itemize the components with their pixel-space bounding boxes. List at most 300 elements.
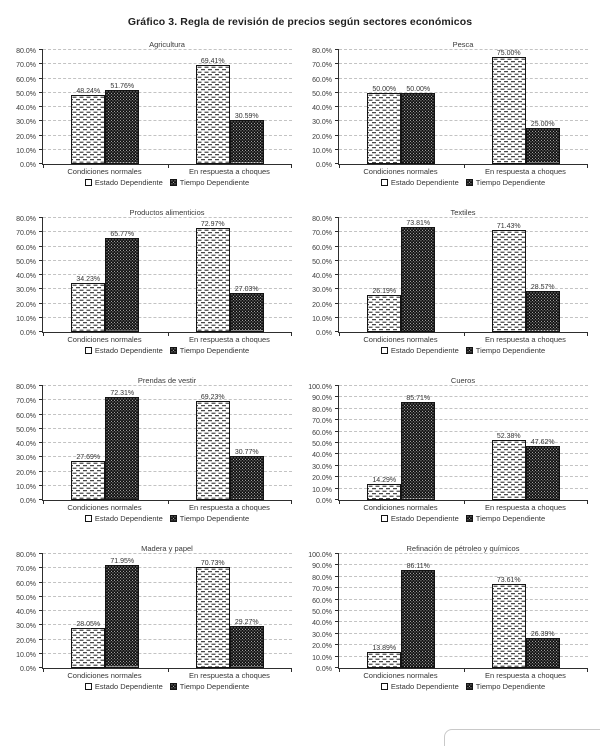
chart-refinacion-de-petroleo-y-quimicos xyxy=(300,540,596,708)
legend-label: Estado Dependiente xyxy=(390,178,459,187)
bar-estado xyxy=(196,221,230,332)
y-tick-label: 60.0% xyxy=(312,244,332,252)
swatch-pattern xyxy=(467,516,472,521)
legend-label: Tiempo Dependiente xyxy=(179,514,250,523)
bar-value-label: 50.00% xyxy=(406,85,431,93)
x-axis-tick xyxy=(291,500,292,504)
x-axis-labels xyxy=(42,503,292,512)
bar-tiempo-pattern-fill xyxy=(231,457,263,499)
bar-tiempo xyxy=(230,449,264,500)
bar-value-label: 70.73% xyxy=(200,560,225,568)
bar-group-en-respuesta-a-choques xyxy=(464,50,589,164)
bar-value-label: 28.05% xyxy=(76,621,101,629)
legend-label: Estado Dependiente xyxy=(94,178,163,187)
bar-value-label: 27.03% xyxy=(234,286,259,294)
legend-item-estado-dependiente xyxy=(381,178,459,187)
bar-value-label: 25.00% xyxy=(530,121,555,129)
x-axis-tick xyxy=(43,332,44,336)
y-tick-label: 50.0% xyxy=(16,258,36,266)
y-tick-label: 0.0% xyxy=(20,666,36,673)
y-tick-label: 40.0% xyxy=(312,620,332,628)
y-tick-label: 90.0% xyxy=(312,563,332,571)
chart-pesca xyxy=(300,36,596,204)
plot-area xyxy=(338,50,588,165)
bar-estado xyxy=(71,88,105,164)
x-category-label: En respuesta a choques xyxy=(485,671,566,680)
y-tick-label: 30.0% xyxy=(16,119,36,127)
x-category-label: En respuesta a choques xyxy=(189,503,270,512)
bar-group-en-respuesta-a-choques xyxy=(168,554,293,668)
bar-group-en-respuesta-a-choques xyxy=(168,50,293,164)
legend-label: Estado Dependiente xyxy=(94,346,163,355)
x-axis-tick xyxy=(168,332,169,336)
bar-group-en-respuesta-a-choques xyxy=(464,554,589,668)
page-title: Gráfico 3. Regla de revisión de precios según sectores económicos xyxy=(127,16,473,28)
chart-title: Pesca xyxy=(452,40,474,49)
x-axis-tick xyxy=(168,668,169,672)
chart-title: Prendas de vestir xyxy=(137,376,197,385)
x-axis-labels xyxy=(42,167,292,176)
legend-item-estado-dependiente xyxy=(381,514,459,523)
x-axis-labels xyxy=(42,335,292,344)
bar-estado-pattern-fill xyxy=(493,585,525,667)
bar-value-label: 13.89% xyxy=(372,645,397,653)
bar-estado xyxy=(367,476,401,500)
y-tick-label: 50.0% xyxy=(16,90,36,98)
x-axis-labels xyxy=(338,167,588,176)
bar-value-label: 14.29% xyxy=(372,476,397,484)
bar-estado-pattern-fill xyxy=(72,96,104,163)
chart-body xyxy=(4,552,300,673)
x-category-label: En respuesta a choques xyxy=(485,335,566,344)
x-axis-tick xyxy=(339,164,340,168)
y-tick-label: 70.0% xyxy=(16,566,36,574)
bar-estado xyxy=(492,50,526,164)
y-tick-label: 10.0% xyxy=(312,654,332,662)
chart-legend xyxy=(330,178,596,187)
x-axis-tick xyxy=(291,668,292,672)
bar-value-label: 75.00% xyxy=(496,50,521,58)
y-tick-label: 70.0% xyxy=(16,230,36,238)
bar-group-en-respuesta-a-choques xyxy=(168,386,293,500)
legend-label: Estado Dependiente xyxy=(390,346,459,355)
bar-estado xyxy=(196,58,230,164)
y-tick-label: 60.0% xyxy=(312,429,332,437)
y-tick-label: 40.0% xyxy=(16,609,36,616)
y-tick-label: 80.0% xyxy=(16,48,36,55)
y-tick-label: 70.0% xyxy=(312,230,332,238)
chart-title: Refinación de pétroleo y químicos xyxy=(406,544,520,553)
chart-title: Madera y papel xyxy=(141,544,193,553)
x-axis-tick xyxy=(339,332,340,336)
tiempo-dependiente-swatch-icon xyxy=(170,683,177,690)
bar-estado-pattern-fill xyxy=(72,462,104,499)
bar-tiempo-pattern-fill xyxy=(402,228,434,331)
y-tick-label: 70.0% xyxy=(312,418,332,426)
chart-madera-y-papel xyxy=(4,540,300,708)
bar-tiempo xyxy=(401,85,435,164)
x-category-label: Condiciones normales xyxy=(363,503,438,512)
x-axis-tick xyxy=(291,164,292,168)
estado-dependiente-swatch-icon xyxy=(381,179,388,186)
y-tick-label: 10.0% xyxy=(312,315,332,323)
bar-estado xyxy=(367,645,401,668)
bar-group-condiciones-normales xyxy=(339,554,464,668)
tiempo-dependiente-swatch-icon xyxy=(466,347,473,354)
x-category-label: Condiciones normales xyxy=(363,167,438,176)
y-tick-label: 40.0% xyxy=(16,441,36,448)
bar-tiempo xyxy=(401,219,435,332)
bar-value-label: 72.97% xyxy=(200,221,225,229)
swatch-pattern xyxy=(171,180,176,185)
x-axis-tick xyxy=(464,668,465,672)
y-tick-label: 100.0% xyxy=(308,384,332,391)
bar-group-condiciones-normales xyxy=(339,50,464,164)
bar-value-label: 26.39% xyxy=(530,630,555,638)
swatch-pattern xyxy=(171,516,176,521)
bar-group-en-respuesta-a-choques xyxy=(464,218,589,332)
x-category-label: Condiciones normales xyxy=(67,503,142,512)
chart-legend xyxy=(34,514,300,523)
y-tick-label: 50.0% xyxy=(312,609,332,616)
chart-legend xyxy=(34,682,300,691)
x-axis-tick xyxy=(587,500,588,504)
x-category-label: Condiciones normales xyxy=(363,671,438,680)
bar-tiempo-pattern-fill xyxy=(231,121,263,163)
chart-legend xyxy=(34,178,300,187)
y-tick-label: 20.0% xyxy=(312,643,332,651)
legend-label: Tiempo Dependiente xyxy=(179,178,250,187)
bar-tiempo-pattern-fill xyxy=(402,571,434,667)
y-axis-labels xyxy=(4,384,42,505)
y-tick-label: 40.0% xyxy=(312,452,332,460)
bar-estado-pattern-fill xyxy=(493,441,525,499)
y-tick-label: 20.0% xyxy=(312,133,332,141)
estado-dependiente-swatch-icon xyxy=(381,347,388,354)
chart-productos-alimenticios xyxy=(4,204,300,372)
plot-area xyxy=(42,554,292,669)
legend-label: Tiempo Dependiente xyxy=(179,346,250,355)
bar-value-label: 72.31% xyxy=(110,389,135,397)
bar-tiempo xyxy=(105,83,139,164)
bar-tiempo-pattern-fill xyxy=(106,566,138,667)
y-tick-label: 80.0% xyxy=(16,384,36,391)
bar-value-label: 26.19% xyxy=(372,287,397,295)
legend-item-tiempo-dependiente xyxy=(466,682,545,691)
bar-tiempo-pattern-fill xyxy=(527,292,559,331)
y-tick-label: 0.0% xyxy=(20,498,36,505)
bar-value-label: 73.61% xyxy=(496,577,521,585)
x-axis-tick xyxy=(339,500,340,504)
legend-item-tiempo-dependiente xyxy=(466,346,545,355)
tiempo-dependiente-swatch-icon xyxy=(466,179,473,186)
y-axis-labels xyxy=(4,48,42,169)
bar-tiempo xyxy=(230,619,264,668)
chart-title: Productos alimenticios xyxy=(129,208,205,217)
bar-tiempo xyxy=(526,438,560,500)
x-axis-tick xyxy=(587,668,588,672)
bar-estado-pattern-fill xyxy=(368,653,400,667)
legend-label: Tiempo Dependiente xyxy=(475,682,546,691)
bar-tiempo xyxy=(401,395,435,500)
y-tick-label: 80.0% xyxy=(312,216,332,223)
bar-estado xyxy=(71,276,105,332)
y-tick-label: 30.0% xyxy=(312,119,332,127)
bar-value-label: 34.23% xyxy=(76,276,101,284)
x-category-label: En respuesta a choques xyxy=(189,167,270,176)
bar-group-en-respuesta-a-choques xyxy=(464,386,589,500)
bar-tiempo xyxy=(105,231,139,332)
y-tick-label: 60.0% xyxy=(16,580,36,588)
bar-value-label: 71.43% xyxy=(496,223,521,231)
swatch-pattern xyxy=(467,348,472,353)
cutoff-panel xyxy=(444,729,600,746)
y-tick-label: 10.0% xyxy=(312,147,332,155)
y-tick-label: 30.0% xyxy=(16,455,36,463)
x-category-label: Condiciones normales xyxy=(67,167,142,176)
y-tick-label: 30.0% xyxy=(312,287,332,295)
x-category-label: En respuesta a choques xyxy=(485,503,566,512)
x-category-label: En respuesta a choques xyxy=(485,167,566,176)
bar-estado-pattern-fill xyxy=(197,229,229,331)
legend-item-estado-dependiente xyxy=(381,346,459,355)
y-tick-label: 40.0% xyxy=(312,105,332,112)
bar-value-label: 86.11% xyxy=(406,562,430,570)
bar-tiempo xyxy=(526,121,560,164)
x-axis-labels xyxy=(338,335,588,344)
tiempo-dependiente-swatch-icon xyxy=(466,683,473,690)
y-tick-label: 0.0% xyxy=(316,666,332,673)
y-tick-label: 20.0% xyxy=(312,475,332,483)
tiempo-dependiente-swatch-icon xyxy=(170,347,177,354)
tiempo-dependiente-swatch-icon xyxy=(170,515,177,522)
y-tick-label: 10.0% xyxy=(312,486,332,494)
y-tick-label: 60.0% xyxy=(16,412,36,420)
legend-item-estado-dependiente xyxy=(85,514,163,523)
legend-label: Estado Dependiente xyxy=(390,682,459,691)
bar-group-condiciones-normales xyxy=(43,50,168,164)
y-tick-label: 10.0% xyxy=(16,315,36,323)
bar-value-label: 71.95% xyxy=(110,558,135,566)
plot-area xyxy=(42,218,292,333)
bar-value-label: 28.57% xyxy=(530,284,555,292)
x-axis-tick xyxy=(464,332,465,336)
chart-legend xyxy=(330,346,596,355)
chart-body xyxy=(300,216,596,337)
bar-tiempo-pattern-fill xyxy=(231,627,263,667)
chart-cueros xyxy=(300,372,596,540)
x-axis-labels xyxy=(42,671,292,680)
bar-value-label: 73.81% xyxy=(406,219,431,227)
bar-value-label: 69.23% xyxy=(200,394,225,402)
bar-estado xyxy=(71,453,105,500)
bar-value-label: 27.69% xyxy=(76,453,101,461)
y-tick-label: 0.0% xyxy=(316,162,332,169)
y-tick-label: 20.0% xyxy=(16,133,36,141)
x-axis-tick xyxy=(587,332,588,336)
chart-body xyxy=(4,384,300,505)
y-tick-label: 0.0% xyxy=(316,498,332,505)
bar-value-label: 48.24% xyxy=(76,88,101,96)
y-tick-label: 80.0% xyxy=(312,574,332,582)
x-axis-tick xyxy=(43,500,44,504)
x-axis-tick xyxy=(339,668,340,672)
bar-value-label: 29.27% xyxy=(234,619,259,627)
legend-label: Estado Dependiente xyxy=(390,514,459,523)
legend-item-tiempo-dependiente xyxy=(170,682,249,691)
y-tick-label: 90.0% xyxy=(312,395,332,403)
x-category-label: En respuesta a choques xyxy=(189,335,270,344)
y-tick-label: 50.0% xyxy=(16,594,36,602)
bar-group-condiciones-normales xyxy=(339,218,464,332)
y-tick-label: 10.0% xyxy=(16,147,36,155)
y-tick-label: 0.0% xyxy=(316,330,332,337)
bar-tiempo-pattern-fill xyxy=(402,403,434,499)
estado-dependiente-swatch-icon xyxy=(85,179,92,186)
bar-estado xyxy=(196,560,230,668)
x-axis-labels xyxy=(338,671,588,680)
bar-tiempo-pattern-fill xyxy=(231,294,263,331)
y-tick-label: 70.0% xyxy=(16,62,36,70)
legend-label: Tiempo Dependiente xyxy=(475,514,546,523)
x-category-label: Condiciones normales xyxy=(67,671,142,680)
chart-body xyxy=(300,48,596,169)
charts-grid xyxy=(4,36,600,708)
bar-tiempo-pattern-fill xyxy=(106,91,138,163)
tiempo-dependiente-swatch-icon xyxy=(170,179,177,186)
bar-estado-pattern-fill xyxy=(72,284,104,331)
y-tick-label: 70.0% xyxy=(312,586,332,594)
y-tick-label: 80.0% xyxy=(312,406,332,414)
bar-tiempo-pattern-fill xyxy=(527,447,559,499)
bar-estado-pattern-fill xyxy=(368,94,400,163)
bar-estado-pattern-fill xyxy=(197,66,229,163)
swatch-pattern xyxy=(467,180,472,185)
y-axis-labels xyxy=(300,384,338,505)
x-category-label: En respuesta a choques xyxy=(189,671,270,680)
x-category-label: Condiciones normales xyxy=(67,335,142,344)
y-tick-label: 50.0% xyxy=(312,441,332,448)
y-axis-labels xyxy=(4,552,42,673)
estado-dependiente-swatch-icon xyxy=(381,515,388,522)
bar-value-label: 65.77% xyxy=(110,231,135,239)
y-tick-label: 80.0% xyxy=(16,552,36,559)
chart-body xyxy=(300,384,596,505)
bar-group-condiciones-normales xyxy=(43,218,168,332)
plot-area xyxy=(338,554,588,669)
bar-value-label: 69.41% xyxy=(200,58,225,66)
y-tick-label: 60.0% xyxy=(312,76,332,84)
chart-title: Textiles xyxy=(450,208,476,217)
y-tick-label: 60.0% xyxy=(16,76,36,84)
bar-estado-pattern-fill xyxy=(493,58,525,163)
y-tick-label: 10.0% xyxy=(16,651,36,659)
y-axis-labels xyxy=(300,552,338,673)
x-axis-tick xyxy=(464,500,465,504)
legend-item-tiempo-dependiente xyxy=(466,514,545,523)
legend-item-tiempo-dependiente xyxy=(466,178,545,187)
chart-agricultura xyxy=(4,36,300,204)
chart-title: Cueros xyxy=(450,376,476,385)
x-axis-tick xyxy=(168,164,169,168)
bar-tiempo xyxy=(401,562,435,668)
bar-value-label: 51.76% xyxy=(110,83,135,91)
bar-estado xyxy=(367,85,401,164)
x-axis-tick xyxy=(464,164,465,168)
chart-legend xyxy=(330,682,596,691)
y-tick-label: 30.0% xyxy=(16,287,36,295)
bar-estado-pattern-fill xyxy=(197,402,229,499)
y-tick-label: 80.0% xyxy=(312,48,332,55)
plot-area xyxy=(42,386,292,501)
legend-item-tiempo-dependiente xyxy=(170,514,249,523)
bar-estado-pattern-fill xyxy=(493,231,525,331)
bar-tiempo-pattern-fill xyxy=(527,129,559,163)
bar-value-label: 30.77% xyxy=(234,449,259,457)
x-axis-tick xyxy=(168,500,169,504)
bar-tiempo-pattern-fill xyxy=(527,639,559,667)
plot-area xyxy=(338,386,588,501)
y-tick-label: 50.0% xyxy=(312,90,332,98)
legend-item-estado-dependiente xyxy=(85,682,163,691)
estado-dependiente-swatch-icon xyxy=(381,683,388,690)
legend-item-estado-dependiente xyxy=(381,682,459,691)
legend-label: Estado Dependiente xyxy=(94,514,163,523)
legend-label: Estado Dependiente xyxy=(94,682,163,691)
chart-body xyxy=(4,48,300,169)
bar-estado xyxy=(492,577,526,668)
bar-estado-pattern-fill xyxy=(368,296,400,331)
bar-group-condiciones-normales xyxy=(43,386,168,500)
y-tick-label: 40.0% xyxy=(16,105,36,112)
bar-estado-pattern-fill xyxy=(368,485,400,499)
chart-body xyxy=(4,216,300,337)
bar-value-label: 47.62% xyxy=(530,438,555,446)
y-axis-labels xyxy=(300,48,338,169)
bar-tiempo-pattern-fill xyxy=(106,398,138,499)
bar-estado xyxy=(367,287,401,332)
x-axis-tick xyxy=(587,164,588,168)
x-axis-tick xyxy=(291,332,292,336)
bar-estado-pattern-fill xyxy=(72,629,104,667)
bar-estado xyxy=(492,433,526,500)
plot-area xyxy=(338,218,588,333)
chart-prendas-de-vestir xyxy=(4,372,300,540)
chart-body xyxy=(300,552,596,673)
y-tick-label: 0.0% xyxy=(20,330,36,337)
bar-estado xyxy=(492,223,526,332)
legend-label: Tiempo Dependiente xyxy=(179,682,250,691)
y-tick-label: 10.0% xyxy=(16,483,36,491)
y-tick-label: 40.0% xyxy=(312,273,332,280)
plot-area xyxy=(42,50,292,165)
bar-estado xyxy=(71,621,105,668)
bar-tiempo xyxy=(105,389,139,500)
y-tick-label: 70.0% xyxy=(312,62,332,70)
x-axis-tick xyxy=(43,668,44,672)
y-tick-label: 70.0% xyxy=(16,398,36,406)
y-tick-label: 20.0% xyxy=(16,469,36,477)
tiempo-dependiente-swatch-icon xyxy=(466,515,473,522)
bar-tiempo xyxy=(526,630,560,668)
bar-tiempo xyxy=(526,284,560,332)
bar-value-label: 85.71% xyxy=(406,395,431,403)
x-category-label: Condiciones normales xyxy=(363,335,438,344)
bar-tiempo-pattern-fill xyxy=(106,239,138,331)
bar-estado xyxy=(196,394,230,500)
bar-value-label: 30.59% xyxy=(234,113,259,121)
y-tick-label: 30.0% xyxy=(312,463,332,471)
